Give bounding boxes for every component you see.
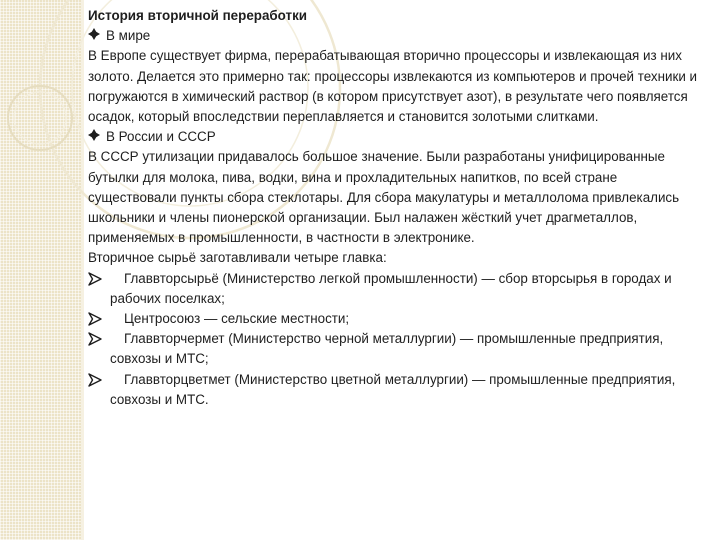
arrow-bullet-icon	[88, 370, 110, 393]
list-item	[88, 329, 706, 369]
list-item-text: Главвторцветмет (Министерство цветной металлургии) — промышленные предприятия, совхозы и МТС.	[110, 371, 676, 407]
paragraph-russia: В СССР утилизации придавалось большое значение. Были разработаны унифицированные бутылки для молока, пива, водки, вина и прохладительных напитков, по всей стране существовали пункты сбора стеклотары. Для сбора макулатуры и металлолома привлекались школьники и члены пионерской организации. Был налажен жёсткий учет драгметаллов, применяемых в промышленности, в частности в электронике.	[88, 149, 680, 246]
list-item-text: Центросоюз — сельские местности;	[124, 311, 350, 327]
list-item-text: Главвторчермет (Министерство черной металлургии) — промышленные предприятия, совхозы и МТС;	[110, 331, 664, 367]
slide-title: История вторичной переработки	[88, 8, 307, 23]
decorative-band-edge	[81, 0, 84, 540]
decorative-side-band	[0, 0, 81, 540]
section-heading-russia	[88, 127, 706, 147]
section-heading-world	[88, 26, 706, 46]
section-heading-label: В мире	[106, 28, 151, 44]
list-item	[88, 370, 706, 410]
list-item	[88, 309, 706, 329]
slide-content	[88, 6, 706, 410]
arrow-bullet-icon	[88, 269, 110, 292]
diamond-bullet-icon	[88, 127, 106, 147]
arrow-bullet-icon	[88, 329, 110, 352]
diamond-bullet-icon	[88, 26, 106, 46]
paragraph-intro: Вторичное сырьё заготавливали четыре главка:	[88, 250, 387, 266]
list-item	[88, 269, 706, 309]
section-heading-label: В России и СССР	[106, 129, 216, 145]
paragraph-world: В Европе существует фирма, перерабатывающая вторично процессоры и извлекающая из них золото. Делается это примерно так: процессоры извлекаются из компьютеров и прочей техники и погружаются в химический раствор (в котором присутствует азот), в результате чего появляется осадок, который впоследствии переплавляется и становится золотыми слитками.	[88, 48, 698, 125]
list-item-text: Главвторсырьё (Министерство легкой промышленности) — сбор вторсырья в городах и рабочих поселках;	[110, 270, 672, 306]
